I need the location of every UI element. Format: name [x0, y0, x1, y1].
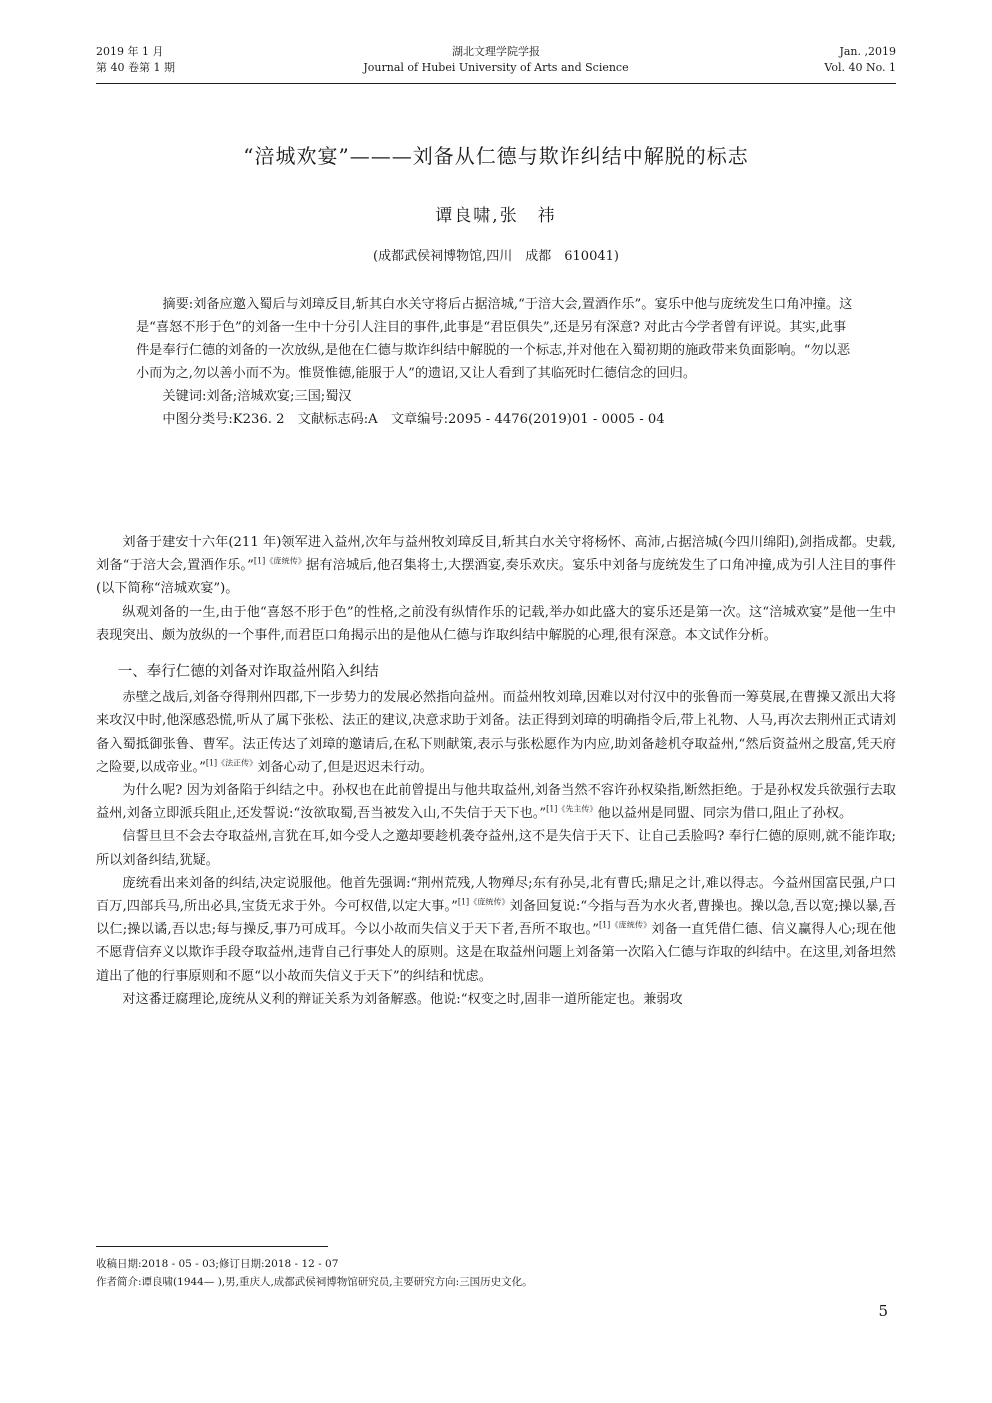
page-number: 5	[878, 1302, 888, 1320]
issue-volume-cn: 第 40 卷第 1 期	[96, 61, 175, 74]
section1-paragraph-3: 信誓旦旦不会去夺取益州,言犹在耳,如今受人之邀却要趁机袭夺益州,这不是失信于天下、让自己丢脸吗? 奉行仁德的原则,就不能诈取;所以刘备纠结,犹疑。	[96, 829, 896, 868]
header-right	[824, 44, 896, 76]
section1-paragraph-2: 为什么呢? 因为刘备陷于纠结之中。孙权也在此前曾提出与他共取益州,刘备当然不容许孙权染指,断然拒绝。于是孙权发兵欲强行去取益州,刘备立即派兵阻止,还发誓说:“汝欲取蜀,吾当被发入山,不失信于天下也。”$^{[1]《先主传》}$他以益州是同盟、同宗为借口,阻止了孙权。	[96, 783, 896, 822]
keywords: 关键词:刘备;涪城欢宴;三国;蜀汉	[162, 389, 352, 404]
citation-ref: [1]《先主传》	[546, 804, 598, 814]
author-bio-note: 作者简介:谭良啸(1944— ),男,重庆人,成都武侯祠博物馆研究员,主要研究方向:三国历史文化。	[96, 1276, 533, 1288]
issue-volume-en: Vol. 40 No. 1	[824, 61, 896, 74]
abstract-section	[136, 293, 856, 431]
footnotes	[96, 1255, 896, 1291]
header-divider	[96, 83, 896, 84]
journal-name-en: Journal of Hubei University of Arts and Science	[363, 61, 629, 74]
abstract-text: 摘要:刘备应邀入蜀后与刘璋反目,斩其白水关守将后占据涪城,“于涪大会,置酒作乐”。宴乐中他与庞统发生口角冲撞。这是“喜怒不形于色”的刘备一生中十分引人注目的事件,此事是“君臣俱失”,还是另有深意? 对此古今学者曾有评说。其实,此事件是奉行仁德的刘备的一次放纵,是他在仁德与欺诈纠结中解脱的一个标志,并对他在入蜀初期的施政带来负面影响。“勿以恶小而为之,勿以善小而不为。惟贤惟德,能服于人”的遗诏,又让人看到了其临死时仁德信念的回归。	[136, 297, 853, 381]
journal-name-cn: 湖北文理学院学报	[452, 45, 540, 58]
article-body	[96, 531, 896, 1011]
received-date-note: 收稿日期:2018 - 05 - 03;修订日期:2018 - 12 - 07	[96, 1258, 339, 1270]
citation-ref: [1]《法正传》	[205, 758, 258, 768]
footnote-divider	[96, 1246, 328, 1247]
issue-date-en: Jan. ,2019	[839, 45, 896, 58]
issue-date: 2019 年 1 月	[96, 45, 164, 58]
article-title: “涪城欢宴”———刘备从仁德与欺诈纠结中解脱的标志	[243, 144, 749, 168]
citation-ref: [1]《庞统传》	[253, 556, 307, 566]
citation-ref: [1]《庞统传》	[457, 897, 510, 907]
citation-ref: [1]《庞统传》	[598, 920, 652, 930]
article-authors: 谭良啸,张 祎	[435, 206, 557, 226]
section-heading-1: 一、奉行仁德的刘备对诈取益州陷入纠结	[117, 664, 379, 681]
intro-paragraph-1: 刘备于建安十六年(211 年)领军进入益州,次年与益州牧刘璋反目,斩其白水关守将杨怀、高沛,占据涪城(今四川绵阳),剑指成都。史载,刘备“于涪大会,置酒作乐。”$^{[1]《庞统传》}$据有涪城后,他召集将士,大摆酒宴,奏乐欢庆。宴乐中刘备与庞统发生了口角冲撞,成为引人注目的事件(以下简称“涪城欢宴”)。	[96, 535, 896, 597]
section1-paragraph-5: 对这番迂腐理论,庞统从义利的辩证关系为刘备解惑。他说:“权变之时,固非一道所能定也。兼弱攻	[122, 991, 683, 1007]
intro-paragraph-2: 纵观刘备的一生,由于他“喜怒不形于色”的性格,之前没有纵情作乐的记载,举办如此盛大的宴乐还是第一次。这“涪城欢宴”是他一生中表现突出、颇为放纵的一个事件,而君臣口角揭示出的是他从仁德与诈取纠结中解脱的心理,很有深意。本文试作分析。	[96, 604, 896, 643]
author-affiliation: (成都武侯祠博物馆,四川 成都 610041)	[373, 249, 619, 264]
section1-paragraph-1: 赤壁之战后,刘备夺得荆州四郡,下一步势力的发展必然指向益州。而益州牧刘璋,因难以对付汉中的张鲁而一筹莫展,在曹操又派出大将来攻汉中时,他深感恐慌,听从了属下张松、法正的建议,决意求助于刘备。法正得到刘璋的明确指令后,带上礼物、人马,再次去荆州正式请刘备入蜀抵御张鲁、曹军。法正传达了刘璋的邀请后,在私下则献策,表示与张松愿作为内应,助刘备趁机夺取益州,“然后资益州之殷富,凭天府之险要,以成帝业。”$^{[1]《法正传》}$刘备心动了,但是迟迟未行动。	[96, 690, 896, 775]
classification-info: 中图分类号:K236. 2 文献标志码:A 文章编号:2095 - 4476(2019)01 - 0005 - 04	[162, 412, 665, 427]
section1-paragraph-4: 庞统看出来刘备的纠结,决定说服他。他首先强调:“荆州荒残,人物殚尽;东有孙吴,北有曹氏;鼎足之计,难以得志。今益州国富民强,户口百万,四部兵马,所出必具,宝货无求于外。今可权借,以定大事。”$^{[1]《庞统传》}$刘备回复说:“今指与吾为水火者,曹操也。操以急,吾以宽;操以暴,吾以仁;操以谲,吾以忠;每与操反,事乃可成耳。今以小故而失信义于天下者,吾所不取也。”$^{[1]《庞统传》}$刘备一直凭借仁德、信义赢得人心;现在他不愿背信弃义以欺诈手段夺取益州,违背自己行事处人的原则。这是在取益州问题上刘备第一次陷入仁德与诈取的纠结中。在这里,刘备坦然道出了他的行事原则和不愿“以小故而失信义于天下”的纠结和忧虑。	[96, 875, 896, 984]
